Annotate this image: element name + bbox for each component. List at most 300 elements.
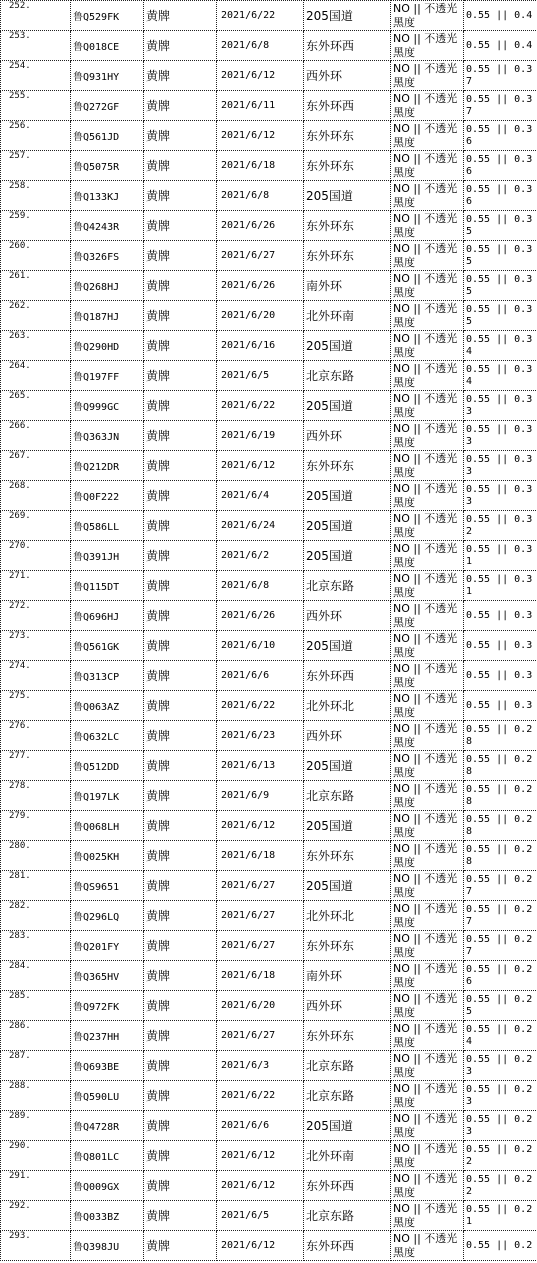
plate-number-cell: 鲁Q696HJ [71, 601, 144, 631]
road-location-cell: 东外环西 [304, 91, 391, 121]
row-number-cell: 272. [1, 601, 71, 631]
test-result-cell: NO || 不透光黑度 [391, 571, 464, 601]
table-row [1, 331, 537, 361]
test-value-cell: 0.55 || 0.35 [464, 301, 537, 331]
inspection-date-cell: 2021/6/12 [217, 1231, 304, 1261]
plate-type-cell: 黄牌 [144, 781, 217, 811]
table-row [1, 511, 537, 541]
plate-type-cell: 黄牌 [144, 301, 217, 331]
table-row [1, 1171, 537, 1201]
test-value-cell: 0.55 || 0.37 [464, 91, 537, 121]
table-row [1, 301, 537, 331]
road-location-cell: 北京东路 [304, 1201, 391, 1231]
test-result-cell: NO || 不透光黑度 [391, 1, 464, 31]
inspection-date-cell: 2021/6/12 [217, 451, 304, 481]
inspection-date-cell: 2021/6/20 [217, 301, 304, 331]
plate-type-cell: 黄牌 [144, 451, 217, 481]
test-result-cell: NO || 不透光黑度 [391, 511, 464, 541]
test-result-cell: NO || 不透光黑度 [391, 61, 464, 91]
test-result-cell: NO || 不透光黑度 [391, 121, 464, 151]
inspection-date-cell: 2021/6/27 [217, 901, 304, 931]
road-location-cell: 北外环南 [304, 301, 391, 331]
inspection-date-cell: 2021/6/22 [217, 1081, 304, 1111]
test-value-cell: 0.55 || 0.25 [464, 991, 537, 1021]
test-result-cell: NO || 不透光黑度 [391, 211, 464, 241]
plate-type-cell: 黄牌 [144, 961, 217, 991]
table-row [1, 421, 537, 451]
test-value-cell: 0.55 || 0.4 [464, 1, 537, 31]
inspection-date-cell: 2021/6/27 [217, 241, 304, 271]
road-location-cell: 北京东路 [304, 571, 391, 601]
road-location-cell: 东外环东 [304, 241, 391, 271]
plate-number-cell: 鲁Q212DR [71, 451, 144, 481]
row-number-cell: 258. [1, 181, 71, 211]
plate-type-cell: 黄牌 [144, 871, 217, 901]
row-number-cell: 279. [1, 811, 71, 841]
plate-number-cell: 鲁Q033BZ [71, 1201, 144, 1231]
inspection-date-cell: 2021/6/19 [217, 421, 304, 451]
road-location-cell: 205国道 [304, 391, 391, 421]
inspection-date-cell: 2021/6/18 [217, 841, 304, 871]
table-row [1, 91, 537, 121]
plate-number-cell: 鲁Q391JH [71, 541, 144, 571]
row-number-cell: 260. [1, 241, 71, 271]
test-result-cell: NO || 不透光黑度 [391, 1051, 464, 1081]
test-result-cell: NO || 不透光黑度 [391, 751, 464, 781]
road-location-cell: 205国道 [304, 811, 391, 841]
test-result-cell: NO || 不透光黑度 [391, 871, 464, 901]
test-result-cell: NO || 不透光黑度 [391, 781, 464, 811]
road-location-cell: 东外环东 [304, 211, 391, 241]
row-number-cell: 293. [1, 1231, 71, 1261]
test-result-cell: NO || 不透光黑度 [391, 301, 464, 331]
test-value-cell: 0.55 || 0.28 [464, 781, 537, 811]
plate-type-cell: 黄牌 [144, 1051, 217, 1081]
road-location-cell: 东外环东 [304, 151, 391, 181]
plate-type-cell: 黄牌 [144, 31, 217, 61]
plate-type-cell: 黄牌 [144, 691, 217, 721]
row-number-cell: 278. [1, 781, 71, 811]
plate-type-cell: 黄牌 [144, 421, 217, 451]
row-number-cell: 261. [1, 271, 71, 301]
table-row [1, 121, 537, 151]
plate-type-cell: 黄牌 [144, 931, 217, 961]
inspection-date-cell: 2021/6/10 [217, 631, 304, 661]
test-result-cell: NO || 不透光黑度 [391, 1231, 464, 1261]
table-row [1, 1, 537, 31]
row-number-cell: 270. [1, 541, 71, 571]
test-result-cell: NO || 不透光黑度 [391, 181, 464, 211]
inspection-date-cell: 2021/6/18 [217, 151, 304, 181]
plate-number-cell: 鲁Q693BE [71, 1051, 144, 1081]
row-number-cell: 283. [1, 931, 71, 961]
row-number-cell: 255. [1, 91, 71, 121]
test-result-cell: NO || 不透光黑度 [391, 421, 464, 451]
plate-number-cell: 鲁Q313CP [71, 661, 144, 691]
road-location-cell: 205国道 [304, 331, 391, 361]
plate-number-cell: 鲁Q999GC [71, 391, 144, 421]
table-row [1, 31, 537, 61]
row-number-cell: 264. [1, 361, 71, 391]
test-value-cell: 0.55 || 0.3 [464, 661, 537, 691]
test-value-cell: 0.55 || 0.22 [464, 1171, 537, 1201]
row-number-cell: 274. [1, 661, 71, 691]
plate-number-cell: 鲁Q197FF [71, 361, 144, 391]
road-location-cell: 205国道 [304, 751, 391, 781]
plate-type-cell: 黄牌 [144, 271, 217, 301]
test-result-cell: NO || 不透光黑度 [391, 691, 464, 721]
plate-number-cell: 鲁Q365HV [71, 961, 144, 991]
road-location-cell: 西外环 [304, 601, 391, 631]
plate-type-cell: 黄牌 [144, 1021, 217, 1051]
row-number-cell: 280. [1, 841, 71, 871]
table-row [1, 1081, 537, 1111]
plate-number-cell: 鲁Q972FK [71, 991, 144, 1021]
plate-type-cell: 黄牌 [144, 181, 217, 211]
road-location-cell: 东外环东 [304, 121, 391, 151]
table-row [1, 1231, 537, 1261]
test-result-cell: NO || 不透光黑度 [391, 1021, 464, 1051]
plate-type-cell: 黄牌 [144, 571, 217, 601]
test-value-cell: 0.55 || 0.36 [464, 181, 537, 211]
inspection-date-cell: 2021/6/26 [217, 271, 304, 301]
test-result-cell: NO || 不透光黑度 [391, 361, 464, 391]
test-value-cell: 0.55 || 0.28 [464, 721, 537, 751]
test-value-cell: 0.55 || 0.3 [464, 631, 537, 661]
plate-number-cell: 鲁Q133KJ [71, 181, 144, 211]
test-value-cell: 0.55 || 0.26 [464, 961, 537, 991]
test-value-cell: 0.55 || 0.24 [464, 1021, 537, 1051]
road-location-cell: 北外环北 [304, 901, 391, 931]
inspection-date-cell: 2021/6/18 [217, 961, 304, 991]
row-number-cell: 275. [1, 691, 71, 721]
row-number-cell: 259. [1, 211, 71, 241]
road-location-cell: 东外环东 [304, 1021, 391, 1051]
row-number-cell: 266. [1, 421, 71, 451]
road-location-cell: 东外环东 [304, 931, 391, 961]
table-row [1, 481, 537, 511]
plate-type-cell: 黄牌 [144, 661, 217, 691]
plate-number-cell: 鲁Q237HH [71, 1021, 144, 1051]
inspection-date-cell: 2021/6/26 [217, 211, 304, 241]
inspection-date-cell: 2021/6/6 [217, 661, 304, 691]
row-number-cell: 273. [1, 631, 71, 661]
test-value-cell: 0.55 || 0.33 [464, 391, 537, 421]
row-number-cell: 285. [1, 991, 71, 1021]
road-location-cell: 北京东路 [304, 781, 391, 811]
table-row [1, 211, 537, 241]
test-value-cell: 0.55 || 0.36 [464, 151, 537, 181]
inspection-date-cell: 2021/6/8 [217, 181, 304, 211]
plate-type-cell: 黄牌 [144, 901, 217, 931]
test-result-cell: NO || 不透光黑度 [391, 1111, 464, 1141]
test-result-cell: NO || 不透光黑度 [391, 721, 464, 751]
table-row [1, 841, 537, 871]
test-result-cell: NO || 不透光黑度 [391, 1201, 464, 1231]
table-row [1, 61, 537, 91]
row-number-cell: 267. [1, 451, 71, 481]
test-result-cell: NO || 不透光黑度 [391, 91, 464, 121]
test-value-cell: 0.55 || 0.34 [464, 361, 537, 391]
test-result-cell: NO || 不透光黑度 [391, 1081, 464, 1111]
inspection-date-cell: 2021/6/11 [217, 91, 304, 121]
inspection-date-cell: 2021/6/23 [217, 721, 304, 751]
test-value-cell: 0.55 || 0.2 [464, 1231, 537, 1261]
row-number-cell: 284. [1, 961, 71, 991]
road-location-cell: 205国道 [304, 181, 391, 211]
road-location-cell: 205国道 [304, 871, 391, 901]
test-value-cell: 0.55 || 0.33 [464, 451, 537, 481]
test-value-cell: 0.55 || 0.3 [464, 601, 537, 631]
row-number-cell: 269. [1, 511, 71, 541]
plate-number-cell: 鲁Q5075R [71, 151, 144, 181]
test-value-cell: 0.55 || 0.31 [464, 541, 537, 571]
row-number-cell: 268. [1, 481, 71, 511]
inspection-date-cell: 2021/6/3 [217, 1051, 304, 1081]
test-result-cell: NO || 不透光黑度 [391, 601, 464, 631]
test-value-cell: 0.55 || 0.28 [464, 751, 537, 781]
road-location-cell: 205国道 [304, 1111, 391, 1141]
road-location-cell: 205国道 [304, 511, 391, 541]
plate-number-cell: 鲁Q187HJ [71, 301, 144, 331]
plate-number-cell: 鲁Q931HY [71, 61, 144, 91]
plate-type-cell: 黄牌 [144, 811, 217, 841]
test-result-cell: NO || 不透光黑度 [391, 1141, 464, 1171]
test-value-cell: 0.55 || 0.35 [464, 271, 537, 301]
inspection-date-cell: 2021/6/27 [217, 1021, 304, 1051]
table-row [1, 571, 537, 601]
road-location-cell: 西外环 [304, 61, 391, 91]
test-value-cell: 0.55 || 0.28 [464, 811, 537, 841]
inspection-date-cell: 2021/6/26 [217, 601, 304, 631]
table-row [1, 1051, 537, 1081]
plate-type-cell: 黄牌 [144, 541, 217, 571]
inspection-date-cell: 2021/6/8 [217, 31, 304, 61]
plate-type-cell: 黄牌 [144, 151, 217, 181]
test-result-cell: NO || 不透光黑度 [391, 331, 464, 361]
inspection-date-cell: 2021/6/16 [217, 331, 304, 361]
plate-type-cell: 黄牌 [144, 121, 217, 151]
plate-type-cell: 黄牌 [144, 1141, 217, 1171]
table-row [1, 781, 537, 811]
road-location-cell: 东外环西 [304, 1171, 391, 1201]
plate-type-cell: 黄牌 [144, 241, 217, 271]
table-row [1, 181, 537, 211]
table-row [1, 961, 537, 991]
row-number-cell: 288. [1, 1081, 71, 1111]
test-result-cell: NO || 不透光黑度 [391, 631, 464, 661]
plate-type-cell: 黄牌 [144, 991, 217, 1021]
inspection-date-cell: 2021/6/22 [217, 1, 304, 31]
table-row [1, 151, 537, 181]
road-location-cell: 北外环北 [304, 691, 391, 721]
plate-type-cell: 黄牌 [144, 751, 217, 781]
test-value-cell: 0.55 || 0.33 [464, 481, 537, 511]
table-row [1, 751, 537, 781]
road-location-cell: 北京东路 [304, 1051, 391, 1081]
test-value-cell: 0.55 || 0.23 [464, 1111, 537, 1141]
road-location-cell: 南外环 [304, 961, 391, 991]
inspection-date-cell: 2021/6/2 [217, 541, 304, 571]
plate-number-cell: 鲁Q529FK [71, 1, 144, 31]
plate-number-cell: 鲁Q201FY [71, 931, 144, 961]
row-number-cell: 291. [1, 1171, 71, 1201]
plate-number-cell: 鲁Q115DT [71, 571, 144, 601]
row-number-cell: 271. [1, 571, 71, 601]
plate-number-cell: 鲁QS9651 [71, 871, 144, 901]
road-location-cell: 205国道 [304, 541, 391, 571]
table-row [1, 541, 537, 571]
plate-number-cell: 鲁Q512DD [71, 751, 144, 781]
row-number-cell: 277. [1, 751, 71, 781]
plate-number-cell: 鲁Q009GX [71, 1171, 144, 1201]
test-value-cell: 0.55 || 0.22 [464, 1141, 537, 1171]
test-result-cell: NO || 不透光黑度 [391, 541, 464, 571]
table-row [1, 661, 537, 691]
plate-number-cell: 鲁Q4243R [71, 211, 144, 241]
inspection-date-cell: 2021/6/5 [217, 361, 304, 391]
test-value-cell: 0.55 || 0.32 [464, 511, 537, 541]
plate-number-cell: 鲁Q197LK [71, 781, 144, 811]
test-result-cell: NO || 不透光黑度 [391, 481, 464, 511]
plate-type-cell: 黄牌 [144, 1, 217, 31]
test-result-cell: NO || 不透光黑度 [391, 811, 464, 841]
row-number-cell: 282. [1, 901, 71, 931]
inspection-date-cell: 2021/6/20 [217, 991, 304, 1021]
test-result-cell: NO || 不透光黑度 [391, 1171, 464, 1201]
inspection-date-cell: 2021/6/24 [217, 511, 304, 541]
plate-type-cell: 黄牌 [144, 511, 217, 541]
inspection-date-cell: 2021/6/27 [217, 871, 304, 901]
test-result-cell: NO || 不透光黑度 [391, 451, 464, 481]
test-value-cell: 0.55 || 0.27 [464, 901, 537, 931]
row-number-cell: 262. [1, 301, 71, 331]
test-value-cell: 0.55 || 0.21 [464, 1201, 537, 1231]
test-value-cell: 0.55 || 0.35 [464, 241, 537, 271]
test-value-cell: 0.55 || 0.4 [464, 31, 537, 61]
road-location-cell: 西外环 [304, 991, 391, 1021]
road-location-cell: 北外环南 [304, 1141, 391, 1171]
test-result-cell: NO || 不透光黑度 [391, 151, 464, 181]
plate-number-cell: 鲁Q586LL [71, 511, 144, 541]
plate-type-cell: 黄牌 [144, 1201, 217, 1231]
table-body [1, 1, 537, 1261]
test-result-cell: NO || 不透光黑度 [391, 271, 464, 301]
row-number-cell: 287. [1, 1051, 71, 1081]
road-location-cell: 南外环 [304, 271, 391, 301]
inspection-date-cell: 2021/6/13 [217, 751, 304, 781]
inspection-date-cell: 2021/6/22 [217, 391, 304, 421]
test-result-cell: NO || 不透光黑度 [391, 661, 464, 691]
table-row [1, 871, 537, 901]
road-location-cell: 东外环西 [304, 661, 391, 691]
road-location-cell: 东外环西 [304, 1231, 391, 1261]
plate-number-cell: 鲁Q561GK [71, 631, 144, 661]
plate-number-cell: 鲁Q068LH [71, 811, 144, 841]
inspection-date-cell: 2021/6/8 [217, 571, 304, 601]
table-row [1, 1111, 537, 1141]
plate-type-cell: 黄牌 [144, 61, 217, 91]
plate-type-cell: 黄牌 [144, 841, 217, 871]
plate-type-cell: 黄牌 [144, 391, 217, 421]
plate-type-cell: 黄牌 [144, 601, 217, 631]
road-location-cell: 东外环东 [304, 451, 391, 481]
road-location-cell: 东外环西 [304, 31, 391, 61]
inspection-date-cell: 2021/6/12 [217, 1141, 304, 1171]
test-value-cell: 0.55 || 0.23 [464, 1081, 537, 1111]
test-result-cell: NO || 不透光黑度 [391, 991, 464, 1021]
row-number-cell: 253. [1, 31, 71, 61]
row-number-cell: 276. [1, 721, 71, 751]
plate-type-cell: 黄牌 [144, 631, 217, 661]
row-number-cell: 286. [1, 1021, 71, 1051]
row-number-cell: 256. [1, 121, 71, 151]
plate-number-cell: 鲁Q272GF [71, 91, 144, 121]
plate-type-cell: 黄牌 [144, 211, 217, 241]
table-row [1, 1141, 537, 1171]
table-row [1, 271, 537, 301]
road-location-cell: 北京东路 [304, 1081, 391, 1111]
inspection-date-cell: 2021/6/27 [217, 931, 304, 961]
plate-number-cell: 鲁Q018CE [71, 31, 144, 61]
test-result-cell: NO || 不透光黑度 [391, 241, 464, 271]
table-row [1, 601, 537, 631]
table-row [1, 361, 537, 391]
plate-type-cell: 黄牌 [144, 1081, 217, 1111]
row-number-cell: 254. [1, 61, 71, 91]
table-row [1, 901, 537, 931]
test-result-cell: NO || 不透光黑度 [391, 901, 464, 931]
plate-number-cell: 鲁Q290HD [71, 331, 144, 361]
table-row [1, 241, 537, 271]
table-row [1, 391, 537, 421]
inspection-date-cell: 2021/6/12 [217, 811, 304, 841]
plate-type-cell: 黄牌 [144, 331, 217, 361]
test-result-cell: NO || 不透光黑度 [391, 931, 464, 961]
inspection-date-cell: 2021/6/12 [217, 61, 304, 91]
plate-type-cell: 黄牌 [144, 1171, 217, 1201]
test-value-cell: 0.55 || 0.31 [464, 571, 537, 601]
table-row [1, 931, 537, 961]
plate-type-cell: 黄牌 [144, 1231, 217, 1261]
row-number-cell: 289. [1, 1111, 71, 1141]
road-location-cell: 205国道 [304, 631, 391, 661]
plate-number-cell: 鲁Q296LQ [71, 901, 144, 931]
plate-number-cell: 鲁Q4728R [71, 1111, 144, 1141]
test-result-cell: NO || 不透光黑度 [391, 391, 464, 421]
plate-number-cell: 鲁Q025KH [71, 841, 144, 871]
plate-number-cell: 鲁Q268HJ [71, 271, 144, 301]
inspection-date-cell: 2021/6/22 [217, 691, 304, 721]
table-row [1, 1201, 537, 1231]
plate-number-cell: 鲁Q0F222 [71, 481, 144, 511]
road-location-cell: 西外环 [304, 721, 391, 751]
road-location-cell: 205国道 [304, 481, 391, 511]
plate-number-cell: 鲁Q590LU [71, 1081, 144, 1111]
road-location-cell: 北京东路 [304, 361, 391, 391]
row-number-cell: 257. [1, 151, 71, 181]
plate-number-cell: 鲁Q398JU [71, 1231, 144, 1261]
table-row [1, 721, 537, 751]
test-result-cell: NO || 不透光黑度 [391, 841, 464, 871]
row-number-cell: 263. [1, 331, 71, 361]
inspection-date-cell: 2021/6/6 [217, 1111, 304, 1141]
row-number-cell: 252. [1, 1, 71, 31]
inspection-date-cell: 2021/6/4 [217, 481, 304, 511]
inspection-date-cell: 2021/6/9 [217, 781, 304, 811]
plate-number-cell: 鲁Q632LC [71, 721, 144, 751]
row-number-cell: 265. [1, 391, 71, 421]
